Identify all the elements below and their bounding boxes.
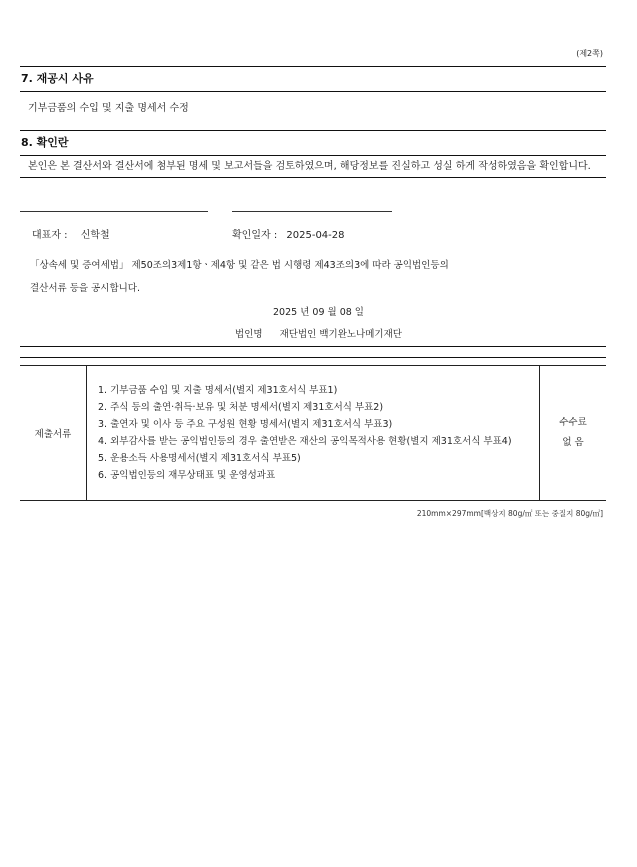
confirm-date-label: 확인일자 : [232,230,278,241]
confirm-date-value: 2025-04-28 [286,230,345,241]
document-item: 3. 출연자 및 이사 등 주요 구성원 현황 명세서(별지 제31호서식 부표3) [98,419,393,430]
fee-cell [540,366,607,501]
representative-label: 대표자 : [32,230,68,241]
section-8-title: 8. 확인란 [20,130,606,156]
fee-label: 수수료 [559,417,587,428]
representative-name: 신학철 [80,230,110,241]
representative-field [32,226,110,241]
document-item: 1. 기부금품 수입 및 지출 명세서(별지 제31호서식 부표1) [98,385,338,396]
separator-line-top [20,346,606,347]
section-7-title: 7. 재공시 사유 [20,66,606,92]
section-reannouncement-reason [20,66,606,125]
submission-documents-table [20,365,606,501]
document-item: 5. 운용소득 사용명세서(별지 제31호서식 부표5) [98,453,301,464]
representative-signature-line [20,211,208,212]
legal-notice-line-1: 「상속세 및 증여세법」 제50조의3제1항ㆍ제4항 및 같은 법 시행령 제43조의3에 따라 공익법인등의 [30,260,449,271]
page-number-label: (제2쪽) [576,49,603,58]
section-confirmation [20,130,606,178]
corporation-name-label: 법인명 [235,329,263,340]
document-item: 4. 외부감사를 받는 공익법인등의 경우 출연받은 재산의 공익목적사용 현황(별지 제31호서식 부표4) [98,436,512,447]
corporation-name: 재단법인 백기완노나메기재단 [279,329,402,340]
legal-notice-line-2: 결산서류 등을 공시합니다. [30,283,141,294]
separator-line-bottom [20,357,606,358]
submission-row [20,366,606,501]
announcement-date: 2025 년 09 월 08 일 [273,307,364,318]
fee-value: 없 음 [562,437,584,448]
section-7-content: 기부금품의 수입 및 지출 명세서 수정 [28,103,189,114]
document-item: 2. 주식 등의 출연·취득·보유 및 처분 명세서(별지 제31호서식 부표2) [98,402,384,413]
paper-spec-footnote: 210mm×297mm[백상지 80g/㎡ 또는 중질지 80g/㎡] [416,509,603,518]
document-item: 6. 공익법인등의 재무상태표 및 운영성과표 [98,470,276,481]
corporation-name-row [0,326,637,340]
date-signature-line [232,211,392,212]
submission-documents-cell [87,366,540,501]
document-list [88,381,538,485]
confirm-date-field [232,226,345,241]
section-8-content: 본인은 본 결산서와 결산서에 첨부된 명세 및 보고서들을 검토하였으며, 해당정보를 진실하고 성실 하게 작성하였음을 확인합니다. [20,156,606,178]
submission-label: 제출서류 [20,366,87,501]
